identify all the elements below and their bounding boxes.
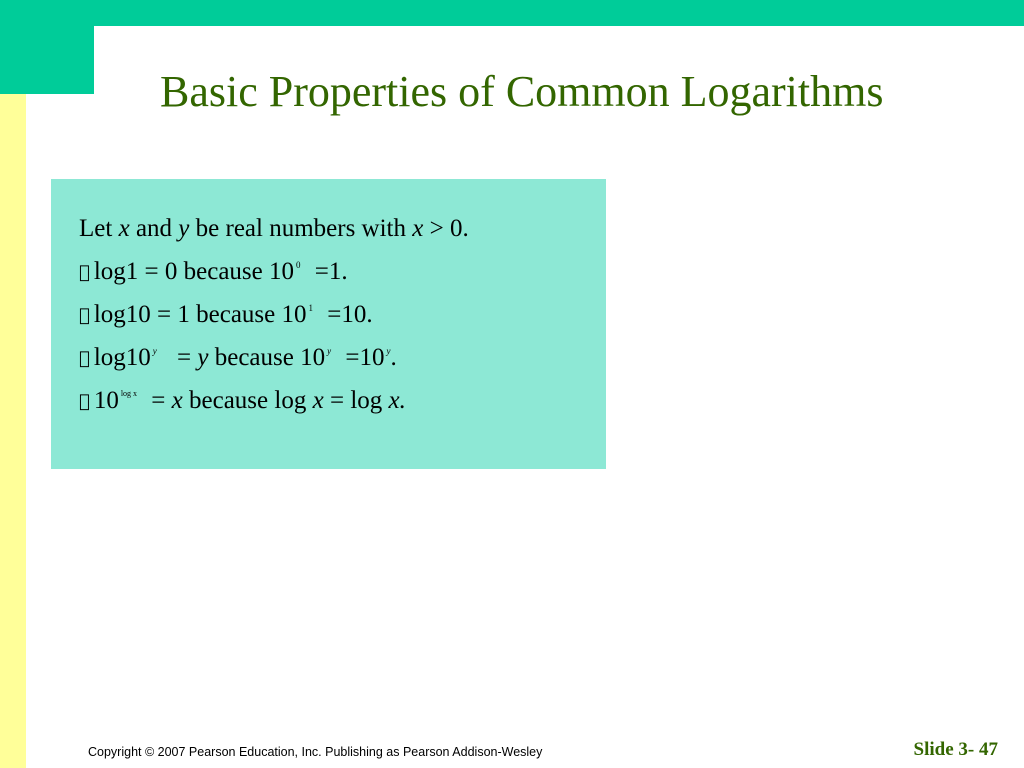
log-argument: 1 (114, 258, 128, 285)
bullet-icon (79, 386, 90, 418)
equals-sign: = (166, 344, 181, 371)
text-because: because (203, 344, 284, 371)
base-ten: 10 (258, 258, 284, 285)
result-value: 10. (330, 301, 362, 328)
bullet-icon (79, 300, 90, 332)
exponent: y (316, 346, 321, 356)
slide-number: Slide 3- 47 (913, 739, 998, 760)
var-y: y (178, 215, 190, 242)
var-y: y (186, 344, 198, 371)
log-operator: log (339, 387, 372, 414)
equals-sign: = (140, 387, 155, 414)
base-ten: 10 (289, 344, 315, 371)
bullet-icon (79, 343, 90, 375)
base-ten: 10 (270, 301, 296, 328)
log-operator: log (263, 387, 296, 414)
var-x: x (160, 387, 172, 414)
equals-sign: = (146, 301, 161, 328)
result-value: 0 (154, 258, 167, 285)
period: . (379, 344, 386, 371)
text-because: because (172, 258, 252, 285)
copyright-footer: Copyright © 2007 Pearson Education, Inc. Publishing as Pearson Addison-Wesley (88, 745, 543, 759)
greater-than-sign: > (429, 215, 444, 242)
exponent: y (141, 346, 146, 356)
log-operator: log (83, 301, 115, 328)
equals-sign: = (319, 387, 334, 414)
result-value: 1. (318, 258, 337, 285)
var-x: x (118, 215, 130, 242)
result-value: 1 (166, 301, 180, 328)
log-argument: 10 (114, 301, 140, 328)
text-because: because (178, 387, 258, 414)
properties-box (51, 179, 606, 469)
var-x: x. (377, 387, 396, 414)
intro-line (79, 213, 469, 245)
log-argument: 10 (114, 344, 140, 371)
var-x: x (301, 387, 313, 414)
log-operator: log (83, 344, 115, 371)
exponent: 0 (285, 260, 290, 270)
exponent: 1 (297, 303, 303, 313)
var-x: x (412, 215, 424, 242)
text-real-numbers: be real numbers with (195, 215, 407, 242)
text-and: and (135, 215, 173, 242)
value-zero: 0. (449, 215, 469, 242)
property-log-one (79, 256, 348, 288)
exponent: log x (110, 389, 127, 398)
property-inverse (79, 385, 406, 417)
corner-accent-block (0, 0, 94, 94)
text-let: Let (79, 215, 113, 242)
property-log-ten (79, 299, 373, 331)
equals-sign: = (133, 258, 148, 285)
equals-sign: = (303, 258, 319, 285)
property-log-power (79, 342, 397, 374)
base-ten: 10 (348, 344, 374, 371)
equals-sign: = (334, 344, 349, 371)
text-because: because (185, 301, 265, 328)
equals-sign: = (316, 301, 331, 328)
slide-title: Basic Properties of Common Logarithms (160, 67, 884, 116)
left-accent-strip (0, 94, 26, 768)
exponent: y (375, 346, 380, 356)
bullet-icon (79, 257, 90, 289)
top-accent-bar (0, 0, 1024, 26)
base-ten: 10 (83, 387, 108, 414)
log-operator: log (83, 258, 115, 285)
